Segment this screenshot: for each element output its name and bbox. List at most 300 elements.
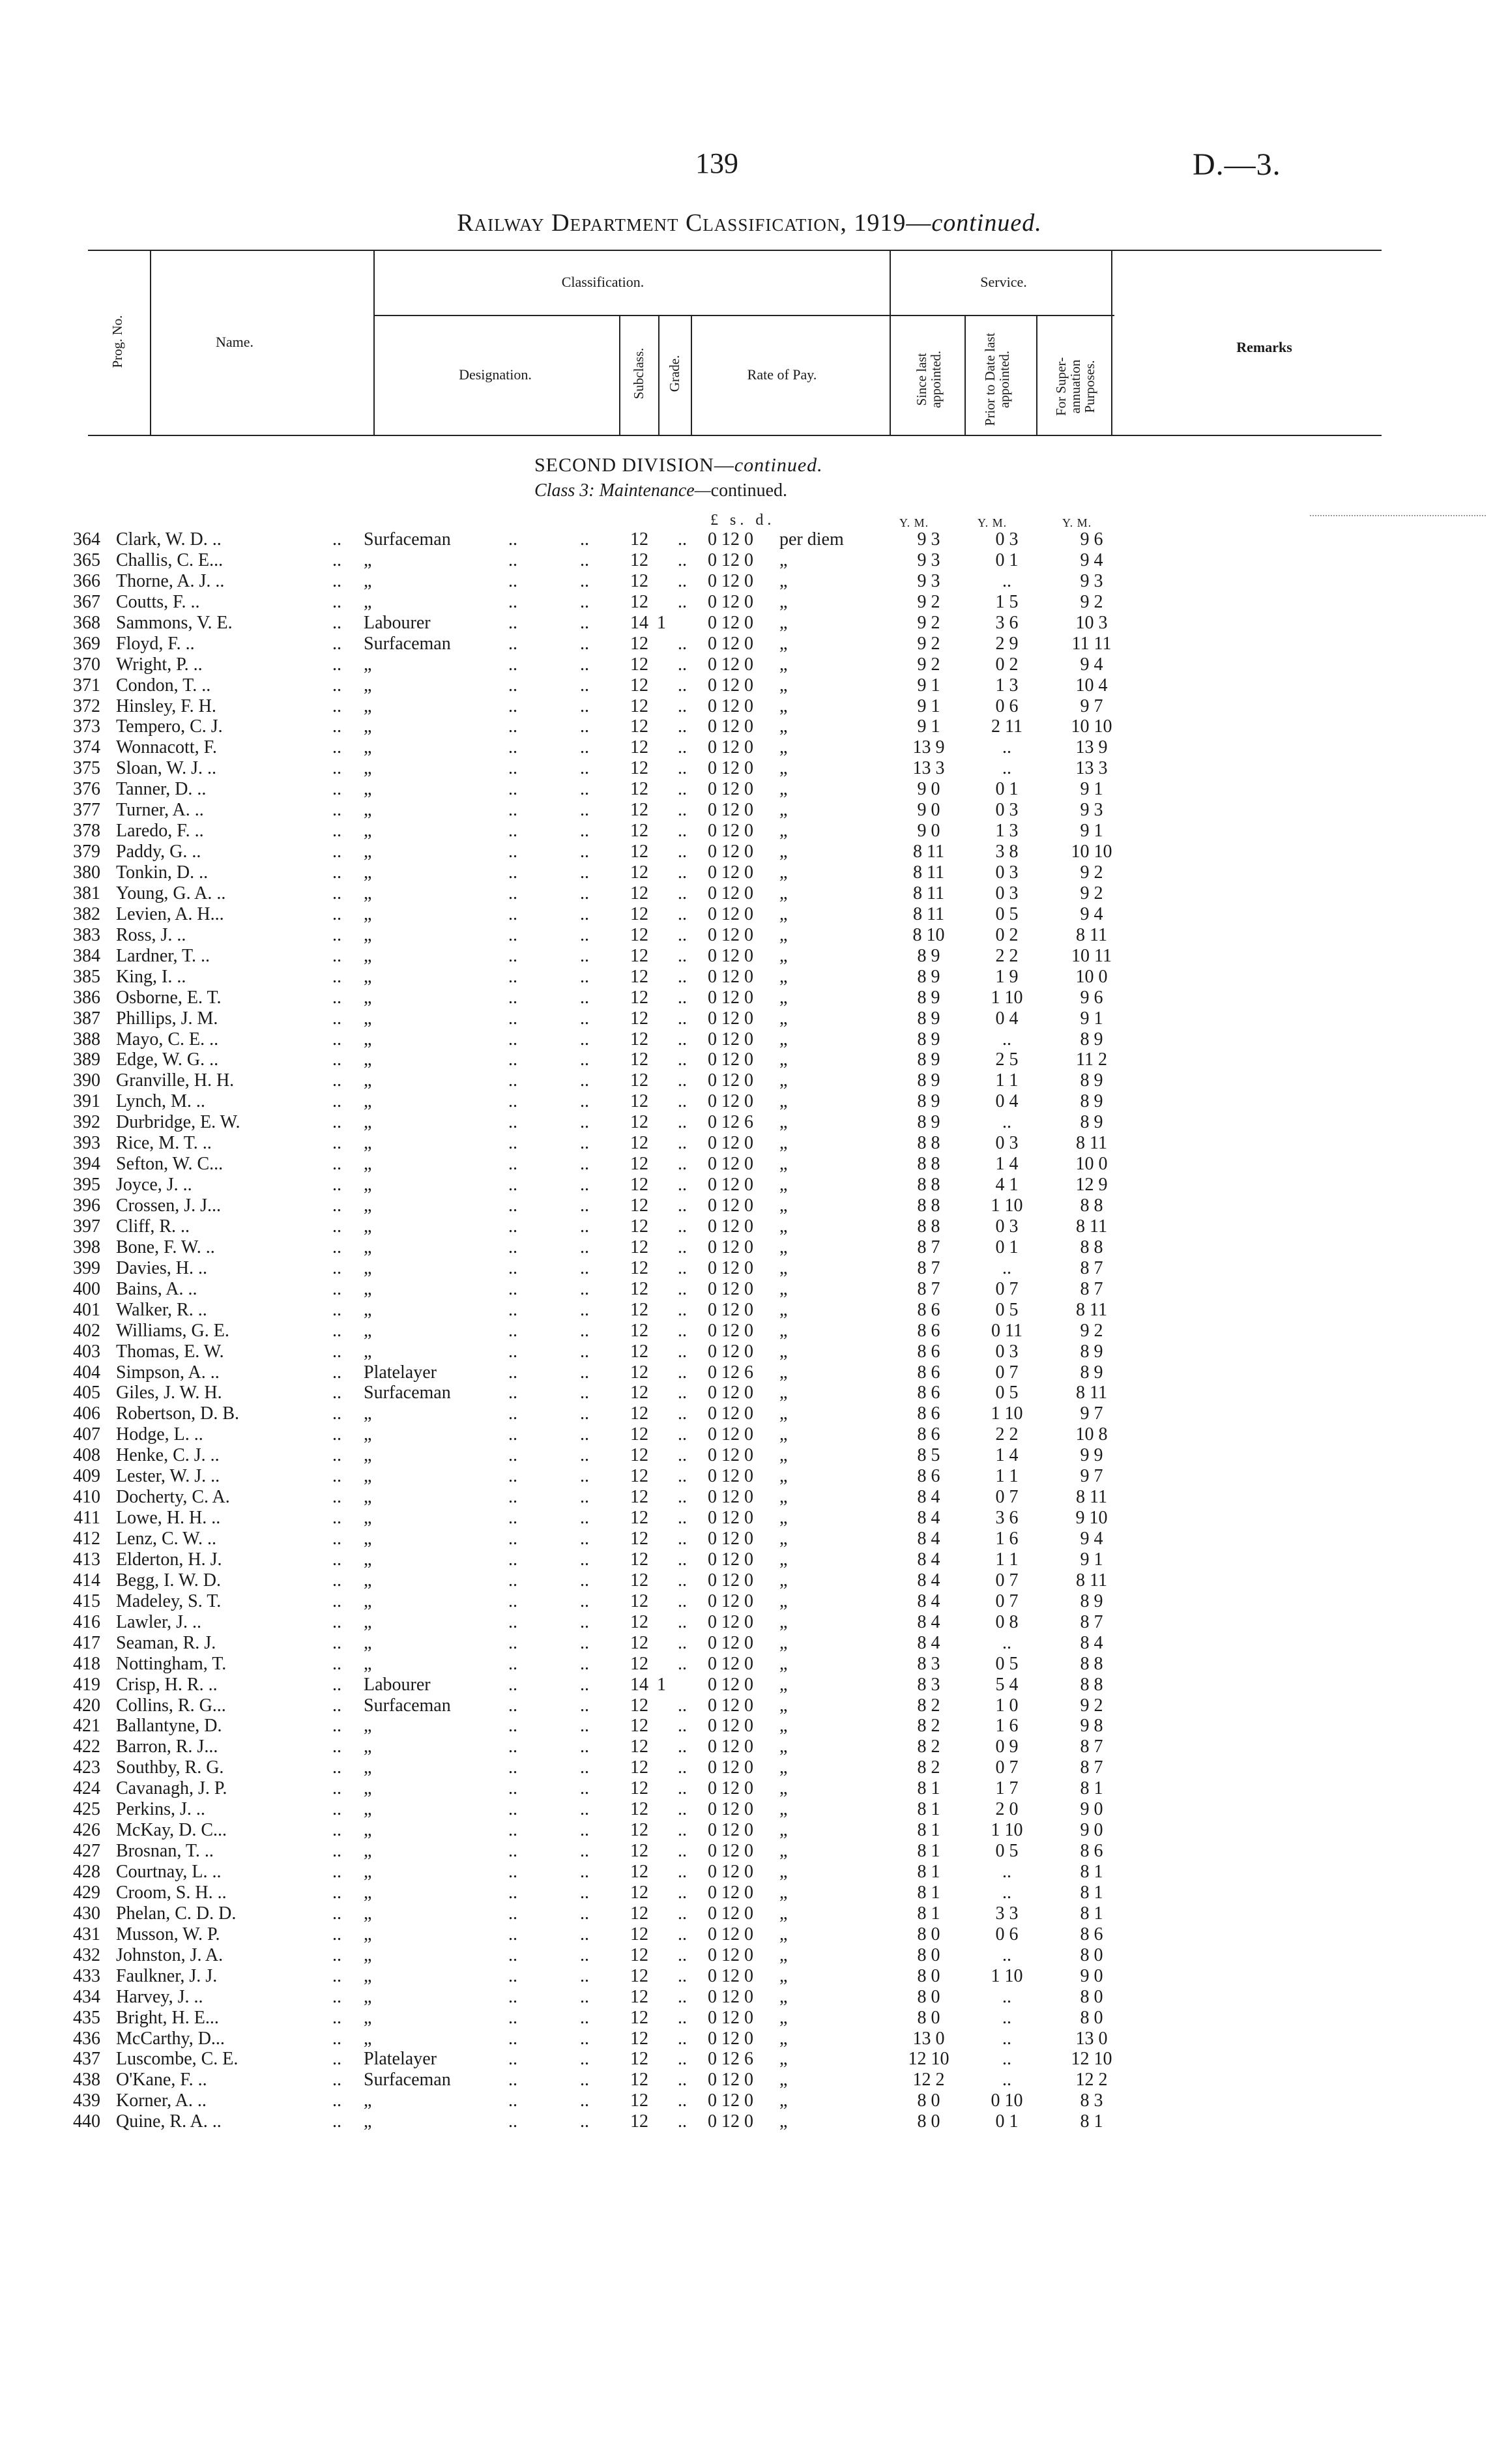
header-superannuation: [1054, 338, 1097, 435]
service-prior-to-date: ..: [1002, 737, 1011, 758]
table-row: [0, 1342, 1493, 1362]
employee-name: Wonnacott, F.: [116, 737, 217, 758]
ym-label-prior: Y. M.: [978, 516, 1007, 529]
subclass: 12: [630, 1175, 648, 1195]
service-since-last-appointed: 8 9: [917, 966, 940, 987]
prog-number: 429: [73, 1882, 100, 1903]
table-row: [0, 1570, 1493, 1591]
table-row: [0, 1487, 1493, 1508]
leader-dots: ..: [508, 1549, 517, 1570]
leader-dots: ..: [678, 1716, 687, 1737]
rate-of-pay: 0 12 0: [708, 1799, 753, 1820]
table-row: [0, 1216, 1493, 1237]
table-row: [0, 904, 1493, 925]
table-row: [0, 529, 1493, 550]
leader-dots: ..: [508, 1611, 517, 1632]
table-row: [0, 800, 1493, 821]
designation: „: [364, 1841, 372, 1862]
leader-dots: ..: [332, 675, 341, 696]
service-superannuation: 8 11: [1076, 1299, 1107, 1320]
designation: „: [364, 1799, 372, 1820]
leader-dots: ..: [332, 1778, 341, 1799]
rate-of-pay: 0 12 0: [708, 2090, 753, 2111]
leader-dots: ..: [678, 1403, 687, 1424]
service-superannuation: 9 8: [1080, 1716, 1103, 1737]
employee-name: Harvey, J. ..: [116, 1986, 203, 2007]
leader-dots: ..: [580, 779, 589, 800]
employee-name: Edge, W. G. ..: [116, 1049, 219, 1070]
subclass: 12: [630, 2028, 648, 2049]
pay-period: „: [779, 716, 788, 737]
leader-dots: ..: [580, 1195, 589, 1216]
leader-dots: ..: [332, 2070, 341, 2090]
employee-name: Giles, J. W. H.: [116, 1383, 222, 1403]
rate-of-pay: 0 12 0: [708, 1487, 753, 1508]
leader-dots: ..: [332, 1278, 341, 1299]
service-superannuation: 9 2: [1080, 862, 1103, 883]
leader-dots: ..: [508, 1195, 517, 1216]
leader-dots: ..: [508, 1070, 517, 1091]
service-since-last-appointed: 8 9: [917, 1029, 940, 1049]
leader-dots: ..: [580, 2070, 589, 2090]
subclass: 12: [630, 842, 648, 862]
subclass: 12: [630, 779, 648, 800]
leader-dots: ..: [332, 1424, 341, 1445]
employee-name: Madeley, S. T.: [116, 1591, 222, 1611]
service-superannuation: 8 1: [1080, 1862, 1103, 1882]
service-prior-to-date: 0 1: [995, 550, 1019, 570]
designation: „: [364, 1653, 372, 1674]
subclass: 12: [630, 1944, 648, 1965]
table-row: [0, 1675, 1493, 1695]
section-division-continued: continued.: [734, 454, 823, 476]
prog-number: 418: [73, 1653, 100, 1674]
service-since-last-appointed: 8 7: [917, 1278, 940, 1299]
designation: „: [364, 1320, 372, 1341]
service-superannuation: 9 1: [1080, 1549, 1103, 1570]
service-since-last-appointed: 8 4: [917, 1529, 940, 1549]
leader-dots: ..: [580, 1154, 589, 1175]
prog-number: 369: [73, 633, 100, 654]
service-since-last-appointed: 9 0: [917, 779, 940, 800]
leader-dots: ..: [580, 1632, 589, 1653]
leader-dots: ..: [332, 1903, 341, 1924]
service-superannuation: 12 10: [1071, 2049, 1112, 2070]
leader-dots: ..: [508, 1924, 517, 1944]
prog-number: 381: [73, 883, 100, 903]
service-since-last-appointed: 9 3: [917, 550, 940, 570]
employee-name: Clark, W. D. ..: [116, 529, 222, 550]
service-since-last-appointed: 9 2: [917, 633, 940, 654]
service-since-last-appointed: 8 9: [917, 1091, 940, 1112]
leader-dots: ..: [678, 1757, 687, 1778]
leader-dots: ..: [508, 1529, 517, 1549]
designation: „: [364, 1778, 372, 1799]
column-divider: [373, 250, 375, 435]
table-row: [0, 1403, 1493, 1424]
employee-name: Lester, W. J. ..: [116, 1466, 220, 1487]
leader-dots: ..: [580, 1841, 589, 1862]
service-superannuation: 8 8: [1080, 1653, 1103, 1674]
service-prior-to-date: 1 4: [995, 1445, 1019, 1466]
leader-dots: ..: [678, 1195, 687, 1216]
service-prior-to-date: 0 3: [995, 883, 1019, 903]
service-since-last-appointed: 8 0: [917, 1944, 940, 1965]
subclass: 12: [630, 570, 648, 591]
prog-number: 412: [73, 1529, 100, 1549]
leader-dots: ..: [508, 1570, 517, 1591]
rate-of-pay: 0 12 6: [708, 1112, 753, 1133]
pay-period: „: [779, 2070, 788, 2090]
subclass: 12: [630, 966, 648, 987]
service-prior-to-date: ..: [1002, 570, 1011, 591]
designation: „: [364, 1882, 372, 1903]
header-name: Name.: [215, 334, 254, 350]
leader-dots: ..: [508, 883, 517, 903]
leader-dots: ..: [508, 1799, 517, 1820]
table-row: [0, 613, 1493, 634]
leader-dots: ..: [508, 1757, 517, 1778]
running-title: [196, 209, 1303, 237]
leader-dots: ..: [580, 1278, 589, 1299]
subclass: 12: [630, 924, 648, 945]
ym-label-since-last: Y. M.: [899, 516, 929, 529]
leader-dots: ..: [678, 945, 687, 966]
prog-number: 371: [73, 675, 100, 696]
leader-dots: ..: [508, 1820, 517, 1841]
leader-dots: ..: [580, 1778, 589, 1799]
employee-name: Mayo, C. E. ..: [116, 1029, 219, 1049]
leader-dots: ..: [332, 758, 341, 779]
leader-dots: ..: [678, 1112, 687, 1133]
rate-of-pay: 0 12 0: [708, 1653, 753, 1674]
header-designation: Designation.: [459, 366, 532, 383]
table-row: [0, 1424, 1493, 1445]
leader-dots: ..: [678, 1257, 687, 1278]
employee-name: Rice, M. T. ..: [116, 1133, 212, 1154]
leader-dots: ..: [332, 2007, 341, 2028]
running-title-main: Railway Department Classification, 1919—: [457, 209, 932, 237]
service-since-last-appointed: 8 9: [917, 1112, 940, 1133]
rate-of-pay: 0 12 0: [708, 1986, 753, 2007]
employee-name: Granville, H. H.: [116, 1070, 235, 1091]
rate-of-pay: 0 12 0: [708, 1695, 753, 1716]
subclass: 12: [630, 1216, 648, 1237]
leader-dots: ..: [580, 862, 589, 883]
leader-dots: ..: [332, 1112, 341, 1133]
service-superannuation: 8 1: [1080, 1882, 1103, 1903]
leader-dots: ..: [508, 1008, 517, 1029]
service-since-last-appointed: 8 8: [917, 1154, 940, 1175]
employee-name: Southby, R. G.: [116, 1757, 224, 1778]
designation: Surfaceman: [364, 2070, 451, 2090]
service-superannuation: 8 0: [1080, 1944, 1103, 1965]
leader-dots: ..: [678, 1924, 687, 1944]
table-row: [0, 862, 1493, 883]
pay-period: „: [779, 1862, 788, 1882]
leader-dots: ..: [580, 1924, 589, 1944]
service-prior-to-date: 1 6: [995, 1716, 1019, 1737]
leader-dots: ..: [580, 570, 589, 591]
leader-dots: ..: [332, 612, 341, 633]
service-since-last-appointed: 8 9: [917, 987, 940, 1008]
table-row: [0, 1049, 1493, 1070]
subclass: 12: [630, 1424, 648, 1445]
rate-of-pay: 0 12 0: [708, 1341, 753, 1362]
designation: „: [364, 2111, 372, 2132]
service-prior-to-date: ..: [1002, 2028, 1011, 2049]
service-prior-to-date: 0 7: [995, 1570, 1019, 1591]
service-superannuation: 9 10: [1075, 1508, 1108, 1529]
service-superannuation: 8 11: [1076, 1487, 1107, 1508]
designation: „: [364, 1008, 372, 1029]
employee-name: Tonkin, D. ..: [116, 862, 209, 883]
service-prior-to-date: 0 3: [995, 1133, 1019, 1154]
table-row: [0, 1070, 1493, 1091]
subclass: 12: [630, 633, 648, 654]
pay-period: „: [779, 1320, 788, 1341]
leader-dots: ..: [332, 1154, 341, 1175]
designation: „: [364, 570, 372, 591]
leader-dots: ..: [678, 633, 687, 654]
rate-of-pay: 0 12 0: [708, 1674, 753, 1695]
table-row: [0, 2090, 1493, 2111]
prog-number: 378: [73, 821, 100, 842]
service-superannuation: 8 9: [1080, 1591, 1103, 1611]
leader-dots: ..: [580, 675, 589, 696]
service-prior-to-date: 0 1: [995, 779, 1019, 800]
header-classification: Classification.: [561, 274, 645, 290]
employee-name: Condon, T. ..: [116, 675, 211, 696]
leader-dots: ..: [508, 550, 517, 570]
pay-period: „: [779, 570, 788, 591]
table-row: [0, 550, 1493, 571]
designation: „: [364, 1154, 372, 1175]
leader-dots: ..: [678, 1591, 687, 1611]
service-superannuation: 9 0: [1080, 1820, 1103, 1841]
subclass: 14: [630, 612, 648, 633]
service-since-last-appointed: 8 0: [917, 2111, 940, 2132]
subclass: 12: [630, 2007, 648, 2028]
grade: 1: [657, 1674, 666, 1695]
rate-of-pay: 0 12 0: [708, 1778, 753, 1799]
service-superannuation: 8 9: [1080, 1112, 1103, 1133]
subclass: 12: [630, 1278, 648, 1299]
service-since-last-appointed: 8 3: [917, 1653, 940, 1674]
service-since-last-appointed: 8 2: [917, 1716, 940, 1737]
service-prior-to-date: 3 6: [995, 612, 1019, 633]
leader-dots: ..: [508, 1237, 517, 1257]
designation: „: [364, 716, 372, 737]
designation: „: [364, 1299, 372, 1320]
leader-dots: ..: [580, 550, 589, 570]
prog-number: 436: [73, 2028, 100, 2049]
rate-of-pay: 0 12 0: [708, 1757, 753, 1778]
leader-dots: ..: [508, 1383, 517, 1403]
pay-period: „: [779, 1008, 788, 1029]
rate-of-pay: 0 12 0: [708, 1903, 753, 1924]
pay-period: „: [779, 550, 788, 570]
rate-of-pay: 0 12 0: [708, 591, 753, 612]
leader-dots: ..: [508, 800, 517, 821]
service-superannuation: 9 6: [1080, 987, 1103, 1008]
service-since-last-appointed: 9 0: [917, 821, 940, 842]
rate-of-pay: 0 12 0: [708, 1549, 753, 1570]
service-prior-to-date: 5 4: [995, 1674, 1019, 1695]
leader-dots: ..: [580, 2049, 589, 2070]
leader-dots: ..: [508, 529, 517, 550]
rate-of-pay: 0 12 0: [708, 883, 753, 903]
leader-dots: ..: [332, 842, 341, 862]
subclass: 12: [630, 1154, 648, 1175]
leader-dots: ..: [678, 1278, 687, 1299]
pay-period: „: [779, 1591, 788, 1611]
ym-label-superannuation: Y. M.: [1062, 516, 1092, 529]
service-superannuation: 8 6: [1080, 1924, 1103, 1944]
pay-period: „: [779, 1049, 788, 1070]
rate-of-pay: 0 12 0: [708, 2028, 753, 2049]
leader-dots: ..: [580, 924, 589, 945]
pay-period: „: [779, 1445, 788, 1466]
service-since-last-appointed: 8 4: [917, 1632, 940, 1653]
service-since-last-appointed: 8 11: [913, 862, 944, 883]
leader-dots: ..: [332, 1237, 341, 1257]
table-row: [0, 1757, 1493, 1778]
rate-of-pay: 0 12 0: [708, 1403, 753, 1424]
leader-dots: ..: [332, 1570, 341, 1591]
leader-dots: ..: [508, 1466, 517, 1487]
subclass: 12: [630, 987, 648, 1008]
header-prog-no: Prog. No.: [109, 315, 125, 368]
pay-period: „: [779, 903, 788, 924]
pay-period: „: [779, 1965, 788, 1986]
table-row: [0, 1175, 1493, 1195]
service-superannuation: 10 10: [1071, 716, 1112, 737]
leader-dots: ..: [508, 1674, 517, 1695]
pay-period: „: [779, 1029, 788, 1049]
service-superannuation: 9 7: [1080, 1466, 1103, 1487]
pay-period: „: [779, 1903, 788, 1924]
leader-dots: ..: [508, 716, 517, 737]
leader-dots: ..: [678, 1508, 687, 1529]
leader-dots: ..: [580, 1611, 589, 1632]
leader-dots: ..: [508, 2090, 517, 2111]
prog-number: 383: [73, 924, 100, 945]
prog-number: 407: [73, 1424, 100, 1445]
leader-dots: ..: [508, 924, 517, 945]
service-since-last-appointed: 8 1: [917, 1799, 940, 1820]
rate-of-pay: 0 12 0: [708, 903, 753, 924]
table-row: [0, 2070, 1493, 2090]
designation: „: [364, 1445, 372, 1466]
service-since-last-appointed: 8 1: [917, 1841, 940, 1862]
service-prior-to-date: 0 3: [995, 529, 1019, 550]
service-prior-to-date: 1 10: [991, 1965, 1023, 1986]
rate-of-pay: 0 12 0: [708, 1508, 753, 1529]
column-divider: [1111, 250, 1112, 435]
table-row: [0, 1841, 1493, 1862]
table-row: [0, 1695, 1493, 1716]
table-row: [0, 592, 1493, 613]
subclass: 12: [630, 591, 648, 612]
service-superannuation: 9 1: [1080, 821, 1103, 842]
leader-dots: ..: [332, 654, 341, 675]
leader-dots: ..: [332, 1924, 341, 1944]
table-row: [0, 1987, 1493, 2008]
leader-dots: ..: [678, 924, 687, 945]
leader-dots: ..: [580, 1466, 589, 1487]
header-remarks: Remarks: [1236, 339, 1292, 355]
service-since-last-appointed: 8 6: [917, 1424, 940, 1445]
subclass: 12: [630, 654, 648, 675]
service-since-last-appointed: 8 4: [917, 1591, 940, 1611]
subclass: 12: [630, 1632, 648, 1653]
service-prior-to-date: 2 2: [995, 945, 1019, 966]
subclass: 12: [630, 2111, 648, 2132]
service-since-last-appointed: 8 0: [917, 2007, 940, 2028]
service-superannuation: 8 9: [1080, 1029, 1103, 1049]
leader-dots: ..: [678, 1841, 687, 1862]
designation: Platelayer: [364, 1362, 437, 1383]
leader-dots: ..: [678, 1986, 687, 2007]
prog-number: 368: [73, 612, 100, 633]
prog-number: 426: [73, 1820, 100, 1841]
leader-dots: ..: [580, 1216, 589, 1237]
employee-name: Ballantyne, D.: [116, 1716, 222, 1737]
designation: „: [364, 2090, 372, 2111]
prog-number: 391: [73, 1091, 100, 1112]
table-row: [0, 1279, 1493, 1300]
service-prior-to-date: 0 2: [995, 924, 1019, 945]
prog-number: 370: [73, 654, 100, 675]
leader-dots: ..: [580, 1653, 589, 1674]
employee-name: Cavanagh, J. P.: [116, 1778, 227, 1799]
pay-period: „: [779, 1175, 788, 1195]
subclass: 12: [630, 1757, 648, 1778]
rate-of-pay: 0 12 0: [708, 1424, 753, 1445]
leader-dots: ..: [580, 1070, 589, 1091]
pay-period: per diem: [779, 529, 844, 550]
employee-name: Lawler, J. ..: [116, 1611, 202, 1632]
service-since-last-appointed: 8 3: [917, 1674, 940, 1695]
rate-of-pay: 0 12 0: [708, 529, 753, 550]
header-rate-of-pay: Rate of Pay.: [747, 366, 817, 383]
employee-name: Turner, A. ..: [116, 800, 204, 821]
service-since-last-appointed: 13 9: [912, 737, 945, 758]
table-row: [0, 1112, 1493, 1133]
table-row: [0, 1195, 1493, 1216]
service-since-last-appointed: 8 11: [913, 842, 944, 862]
rate-of-pay: 0 12 0: [708, 2111, 753, 2132]
leader-dots: ..: [678, 1133, 687, 1154]
prog-number: 385: [73, 966, 100, 987]
subclass: 12: [630, 1986, 648, 2007]
rate-of-pay: 0 12 0: [708, 1237, 753, 1257]
leader-dots: ..: [678, 1216, 687, 1237]
leader-dots: ..: [508, 1320, 517, 1341]
service-since-last-appointed: 12 10: [908, 2049, 949, 2070]
designation: „: [364, 1716, 372, 1737]
class-label: Class 3: Maintenance—: [534, 480, 711, 501]
employee-name: Young, G. A. ..: [116, 883, 226, 903]
employee-name: Musson, W. P.: [116, 1924, 220, 1944]
pay-period: „: [779, 1508, 788, 1529]
employee-name: Hinsley, F. H.: [116, 696, 216, 716]
table-row: [0, 1508, 1493, 1529]
rate-of-pay: 0 12 0: [708, 1049, 753, 1070]
rate-of-pay: 0 12 0: [708, 1195, 753, 1216]
remarks-dotted-rule: [1310, 515, 1486, 516]
